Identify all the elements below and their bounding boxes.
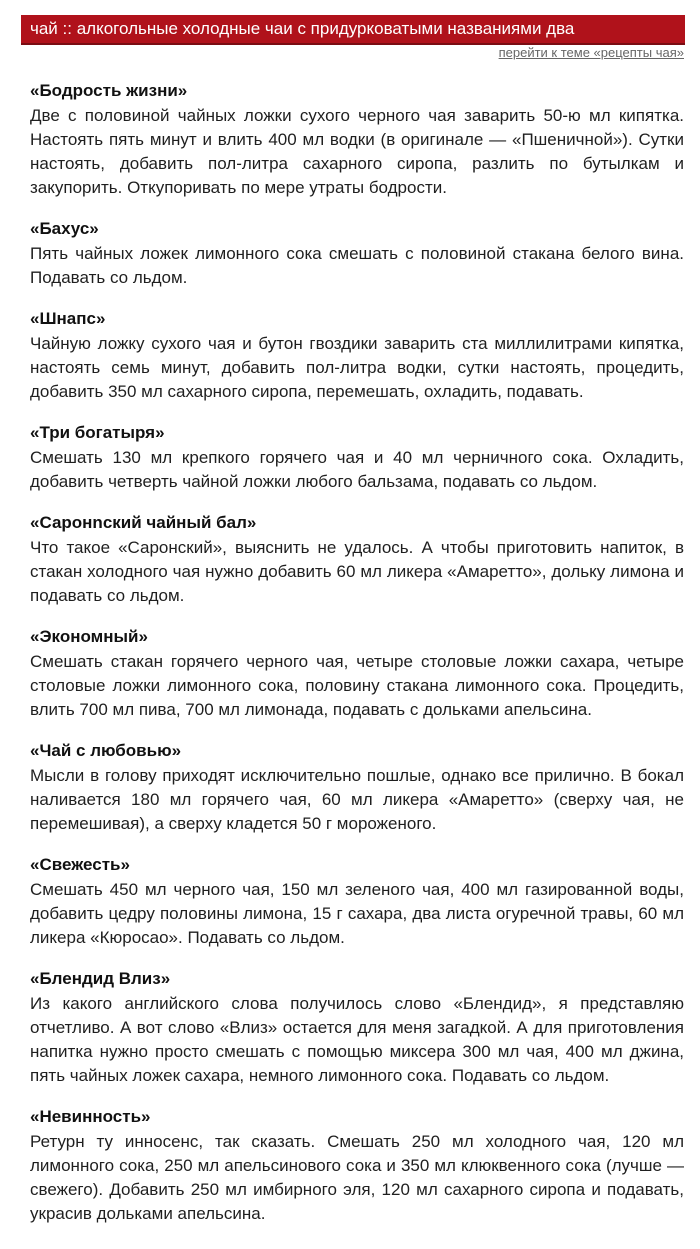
recipe-title: «Экономный» bbox=[30, 627, 148, 646]
recipe-title: «Шнапс» bbox=[30, 309, 106, 328]
recipe-item bbox=[30, 80, 684, 200]
recipe-item bbox=[30, 968, 684, 1088]
recipe-item bbox=[30, 308, 684, 404]
recipe-item bbox=[30, 422, 684, 494]
topic-link[interactable]: перейти к теме «рецепты чая» bbox=[498, 45, 684, 60]
recipe-text: Ретурн ту инносенс, так сказать. Смешать 250 мл холодного чая, 120 мл лимонного сока, 250 мл апельсинового сока и 350 мл клюквенного сока (лучше — свежего). Добавить 250 мл имбирного эля, 120 мл сахарного сиропа и подавать, украсив дольками апельсина. bbox=[30, 1132, 684, 1223]
recipe-text: Смешать 450 мл черного чая, 150 мл зеленого чая, 400 мл газированной воды, добавить цедру половины лимона, 15 г сахара, два листа огуречной травы, 60 мл ликера «Кюросао». Подавать со льдом. bbox=[30, 880, 684, 947]
recipe-text: Чайную ложку сухого чая и бутон гвоздики заварить ста миллилитрами кипятка, настоять семь минут, добавить пол-литра водки, сутки настоять, процедить, добавить 350 мл сахарного сиропа, перемешать, охладить, подавать. bbox=[30, 334, 684, 401]
recipe-item bbox=[30, 854, 684, 950]
recipe-title: «Чай с любовью» bbox=[30, 741, 182, 760]
recipe-title: «Саронnский чайный бал» bbox=[30, 513, 257, 532]
recipe-list bbox=[30, 80, 684, 1244]
recipe-text: Что такое «Саронский», выяснить не удалось. А чтобы приготовить напиток, в стакан холодного чая нужно добавить 60 мл ликера «Амаретто», дольку лимона и подавать со льдом. bbox=[30, 538, 684, 605]
recipe-title: «Блендид Влиз» bbox=[30, 969, 171, 988]
recipe-title: «Три богатыря» bbox=[30, 423, 165, 442]
recipe-text: Из какого английского слова получилось слово «Блендид», я представляю отчетливо. А вот слово «Влиз» остается для меня загадкой. А для приготовления напитка нужно просто смешать с помощью миксера 300 мл чая, 400 мл джина, пять чайных ложек сахара, немного лимонного сока. Подавать со льдом. bbox=[30, 994, 684, 1085]
recipe-item bbox=[30, 626, 684, 722]
recipe-text: Смешать стакан горячего черного чая, четыре столовые ложки сахара, четыре столовые ложки лимонного сока, половину стакана лимонного сока. Процедить, влить 700 мл пива, 700 мл лимонада, подавать с дольками апельсина. bbox=[30, 652, 684, 719]
bottom-edge bbox=[0, 1239, 700, 1249]
recipe-title: «Невинность» bbox=[30, 1107, 151, 1126]
page-title: чай :: алкогольные холодные чаи с придурковатыми названиями два bbox=[21, 15, 685, 43]
recipe-text: Смешать 130 мл крепкого горячего чая и 40 мл черничного сока. Охладить, добавить четверть чайной ложки любого бальзама, подавать со льдом. bbox=[30, 448, 684, 491]
recipe-item bbox=[30, 218, 684, 290]
recipe-text: Две с половиной чайных ложки сухого черного чая заварить 50-ю мл кипятка. Настоять пять минут и влить 400 мл водки (в оригинале — «Пшеничной»). Сутки настоять, добавить пол-литра сахарного сиропа, разлить по бутылкам и закупорить. Откупоривать по мере утраты бодрости. bbox=[30, 106, 684, 197]
recipe-title: «Бодрость жизни» bbox=[30, 81, 188, 100]
recipe-text: Пять чайных ложек лимонного сока смешать с половиной стакана белого вина. Подавать со льдом. bbox=[30, 244, 684, 287]
recipe-item bbox=[30, 740, 684, 836]
recipe-title: «Бахус» bbox=[30, 219, 99, 238]
recipe-text: Мысли в голову приходят исключительно пошлые, однако все прилично. В бокал наливается 180 мл горячего чая, 60 мл ликера «Амаретто» (сверху чая, не перемешивая), а сверху кладется 50 г мороженого. bbox=[30, 766, 684, 833]
recipe-title: «Свежесть» bbox=[30, 855, 130, 874]
recipe-item bbox=[30, 512, 684, 608]
recipe-item bbox=[30, 1106, 684, 1226]
